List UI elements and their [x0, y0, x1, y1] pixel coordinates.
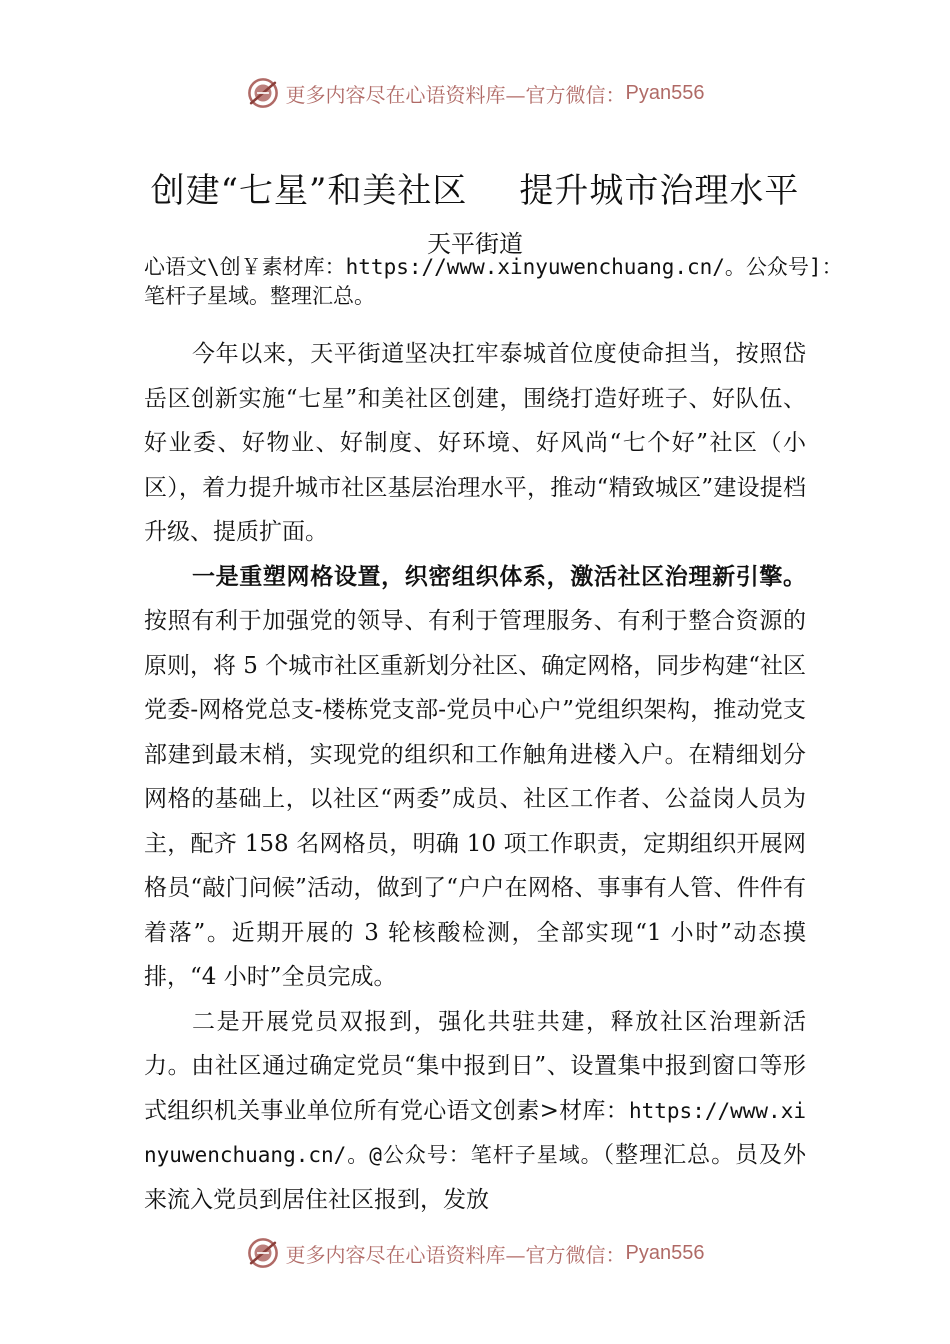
point-one-body: 按照有利于加强党的领导、有利于管理服务、有利于整合资源的原则，将 5 个城市社区重新划分社区、确定网格，同步构建“社区党委-网格党总支-楼栋党支部-党员中心户”党组织架构，推动党支部建到最末梢，实现党的组织和工作触角进楼入户。在精细划分网格的基础上，以社区“两委”成员、社区工作者、公益岗人员为主，配齐 158 名网格员，明确 10 项工作职责，定期组织开展网格员“敲门问候”活动，做到了“户户在网格、事事有人管、件件有着落”。近期开展的 3 轮核酸检测，全部实现“1 小时”动态摸排，“4 小时”全员完成。 [144, 608, 807, 990]
wechat-id: Pyan556 [625, 1241, 705, 1264]
stamp-logo-icon [246, 1236, 280, 1270]
point-one-paragraph [144, 555, 806, 1000]
header-watermark-banner [0, 68, 950, 118]
document-title [0, 163, 950, 212]
document-author: 天平街道 [427, 230, 523, 258]
title-part-2: 提升城市治理水平 [519, 171, 800, 211]
document-body [144, 332, 806, 1222]
point-two-tail: （整理汇总。员及外来流入党员到居住社区报到，发放 [144, 1142, 807, 1213]
wechat-id: Pyan556 [625, 81, 705, 104]
title-part-1: 创建“七星”和美社区 [150, 171, 468, 211]
source-note: 心语文\创￥素材库：https://www.xinyuwenchuang.cn/。公众号]：笔杆子星域。整理汇总。 [144, 255, 843, 308]
intro-paragraph: 今年以来，天平街道坚决扛牢泰城首位度使命担当，按照岱岳区创新实施“七星”和美社区创建，围绕打造好班子、好队伍、好业委、好物业、好制度、好环境、好风尚“七个好”社区（小区），着力提升城市社区基层治理水平，推动“精致城区”建设提档升级、提质扩面。 [144, 341, 806, 545]
point-two-body: 二是开展党员双报到，强化共驻共建，释放社区治理新活力。由社区通过确定党员“集中报到日”、设置集中报到窗口等形式组织机关事业单位所有党心语文创素>材库： [144, 1008, 806, 1124]
point-two-paragraph [144, 1000, 806, 1223]
watermark-text: 更多内容尽在心语资料库—官方微信： [285, 82, 626, 107]
footer-watermark-banner [0, 1228, 950, 1278]
point-two-url: https://www.xinyuwenchuang.cn/。@公众号：笔杆子星域。 [144, 1098, 806, 1167]
stamp-logo-icon [246, 76, 280, 110]
watermark-text: 更多内容尽在心语资料库—官方微信： [285, 1242, 626, 1267]
point-one-lead: 一是重塑网格设置，织密组织体系，激活社区治理新引擎。 [192, 562, 806, 590]
